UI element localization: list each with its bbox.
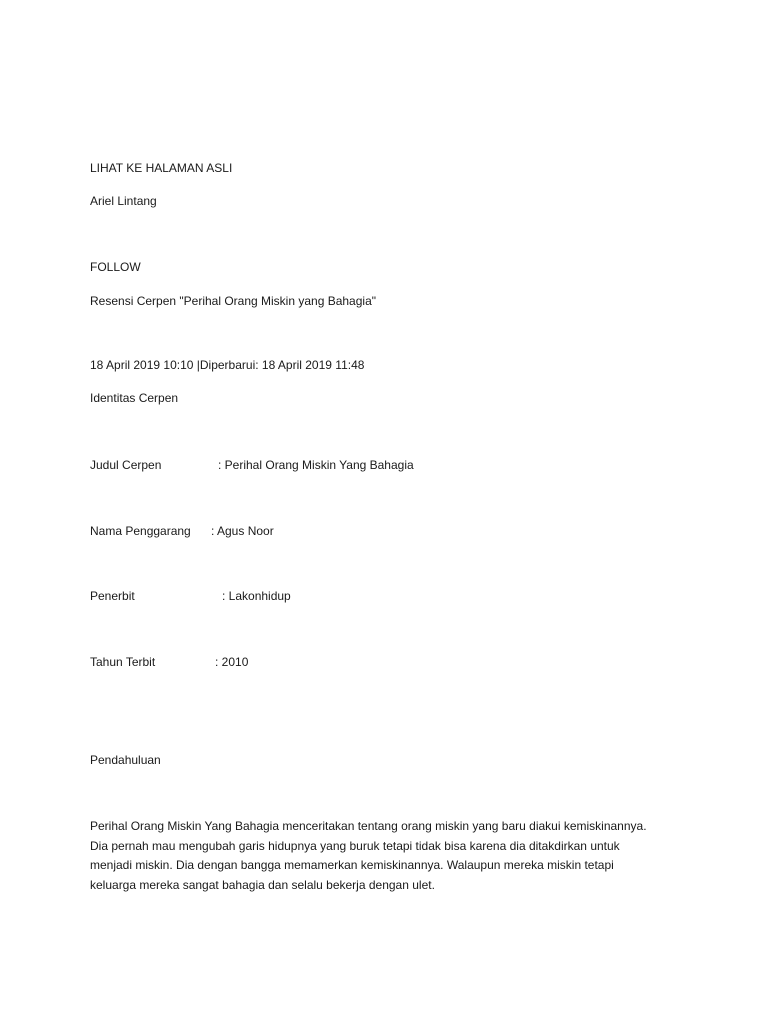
penerbit-label: Penerbit [90, 589, 135, 603]
intro-line: menjadi miskin. Dia dengan bangga memamerkan kemiskinannya. Walaupun mereka miskin tetapi [90, 858, 614, 872]
judul-value: : Perihal Orang Miskin Yang Bahagia [218, 458, 414, 472]
intro-line: Perihal Orang Miskin Yang Bahagia menceritakan tentang orang miskin yang baru diakui kemiskinannya. [90, 819, 647, 833]
intro-paragraph [90, 817, 690, 895]
intro-line: Dia pernah mau mengubah garis hidupnya yang buruk tetapi tidak bisa karena dia ditakdirkan untuk [90, 838, 620, 853]
author-name[interactable]: Ariel Lintang [90, 194, 157, 208]
source-link[interactable]: LIHAT KE HALAMAN ASLI [90, 161, 233, 175]
penggarang-label: Nama Penggarang [90, 524, 191, 538]
tahun-value: : 2010 [215, 655, 249, 669]
identity-heading: Identitas Cerpen [90, 391, 179, 405]
intro-line: keluarga mereka sangat bahagia dan selalu bekerja dengan ulet. [90, 877, 435, 892]
penggarang-value: : Agus Noor [211, 524, 274, 538]
judul-label: Judul Cerpen [90, 458, 162, 472]
article-title: Resensi Cerpen "Perihal Orang Miskin yang Bahagia" [90, 294, 377, 308]
penerbit-value: : Lakonhidup [222, 589, 291, 603]
follow-link[interactable]: FOLLOW [90, 260, 141, 274]
dateline: 18 April 2019 10:10 |Diperbarui: 18 April 2019 11:48 [90, 358, 365, 372]
tahun-label: Tahun Terbit [90, 655, 156, 669]
intro-heading: Pendahuluan [90, 753, 161, 767]
